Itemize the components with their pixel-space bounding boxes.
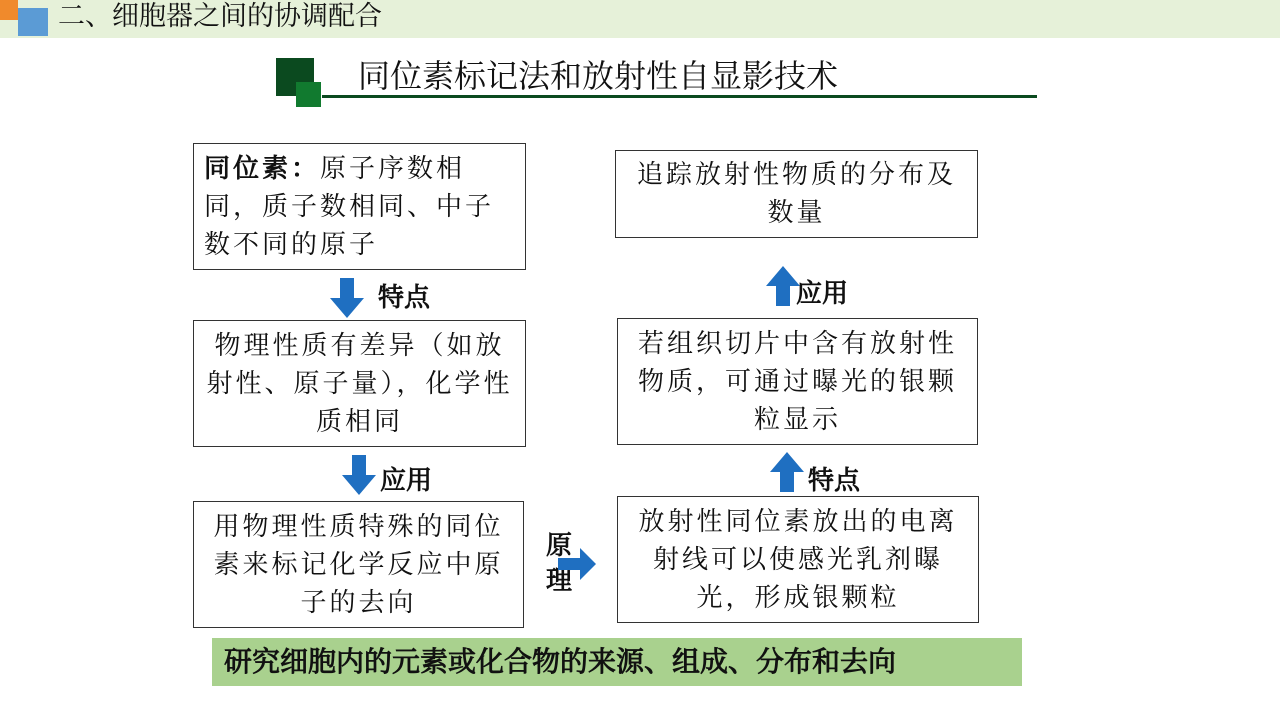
title-decor-green-square [296, 82, 321, 107]
feature-label-left: 特点 [378, 283, 431, 313]
isotope-definition-text: 原子序数相同，质子数相同、中子数不同的原子 [204, 154, 495, 260]
feature-label-right: 特点 [808, 466, 861, 496]
isotope-definition-box [193, 143, 526, 270]
isotope-term-colon: ： [291, 154, 321, 184]
isotope-properties-text: 物理性质有差异（如放射性、原子量），化学性质相同 [206, 330, 513, 437]
principle-label-top: 原 [546, 531, 573, 561]
summary-banner: 研究细胞内的元素或化合物的来源、组成、分布和去向 [212, 638, 1022, 686]
section-title: 二、细胞器之间的协调配合 [58, 1, 382, 32]
isotope-term: 同位素 [204, 154, 292, 184]
isotope-labeling-box [193, 501, 524, 628]
silver-grain-display-box [617, 318, 978, 445]
up-arrow-icon [766, 266, 800, 306]
up-arrow-icon [770, 452, 804, 492]
silver-grain-display-text: 若组织切片中含有放射性物质，可通过曝光的银颗粒显示 [637, 328, 957, 435]
principle-label-bottom: 理 [546, 566, 573, 596]
down-arrow-icon [342, 455, 376, 495]
down-arrow-icon [330, 278, 364, 318]
application-label-right: 应用 [796, 279, 849, 309]
page-title: 同位素标记法和放射性自显影技术 [358, 57, 839, 95]
application-label-left: 应用 [380, 466, 433, 496]
radiation-exposure-text: 放射性同位素放出的电离射线可以使感光乳剂曝光，形成银颗粒 [638, 506, 958, 613]
header-decor-orange-square [0, 0, 18, 20]
right-arrow-icon [558, 548, 596, 580]
header-decor-blue-square [18, 8, 48, 36]
isotope-labeling-text: 用物理性质特殊的同位素来标记化学反应中原子的去向 [213, 511, 504, 618]
tracking-box [615, 150, 978, 238]
tracking-text: 追踪放射性物质的分布及数量 [636, 160, 956, 228]
radiation-exposure-box [617, 496, 979, 623]
isotope-properties-box [193, 320, 526, 447]
